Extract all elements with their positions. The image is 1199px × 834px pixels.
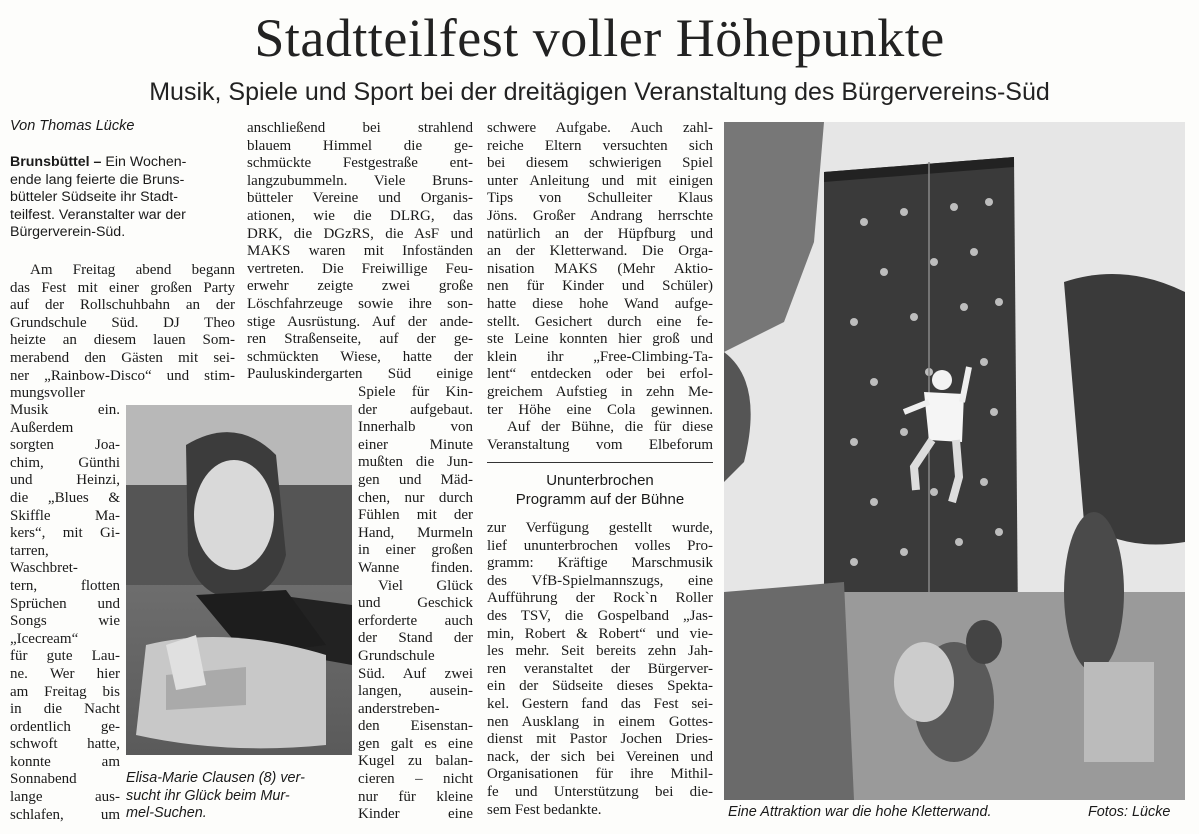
column-2-text bbox=[247, 120, 473, 384]
text-line: greichem Aufstieg in zehn Me- bbox=[487, 383, 713, 400]
text-line: Spiele für Kin- bbox=[358, 384, 473, 400]
text-line: nisation MAKS (Mehr Aktio- bbox=[487, 260, 713, 277]
text-line: die „Blues & bbox=[10, 489, 120, 506]
text-line: DRK, die DGzRS, die AsF und bbox=[247, 225, 473, 242]
text-line: Löschfahrzeuge sowie ihre son- bbox=[247, 295, 473, 312]
text-line: Wanne finden. bbox=[358, 559, 473, 576]
photo-girl-searching-marbles bbox=[126, 405, 352, 755]
lead-line: ende lang feierte die Bruns- bbox=[10, 171, 185, 188]
text-line: konnte am bbox=[10, 753, 120, 770]
text-line: mußten die Jun- bbox=[358, 454, 473, 471]
text-line: zur Verfügung gestellt wurde, bbox=[487, 520, 713, 536]
text-line: am Freitag bis bbox=[10, 683, 120, 700]
text-line: nack, der sich bei Vereinen und bbox=[487, 748, 713, 765]
text-line: Pauluskindergarten Süd einige bbox=[247, 366, 473, 383]
text-line: der aufgebaut. bbox=[358, 401, 473, 418]
text-line: ren Straßenseite, auf der ge- bbox=[247, 331, 473, 348]
text-line: cieren – nicht bbox=[358, 771, 473, 788]
lead-line: Brunsbüttel – Ein Wochen- bbox=[10, 154, 187, 170]
text-line: tarren, bbox=[10, 542, 49, 559]
photo-caption-climbing-wall: Eine Attraktion war die hohe Kletterwand. bbox=[728, 804, 992, 820]
text-line: Hand, Murmeln bbox=[358, 524, 473, 541]
text-line: an der Kletterwand. Die Orga- bbox=[487, 243, 713, 260]
text-line: Organisationen für ihre Mithil- bbox=[487, 766, 713, 783]
text-line: schwere Aufgabe. Auch zahl- bbox=[487, 120, 713, 136]
text-line: kers“, mit Gi- bbox=[10, 525, 120, 542]
photo-climbing-wall bbox=[724, 122, 1185, 800]
photo-caption-girl: Elisa-Marie Clausen (8) ver- sucht ihr Glück beim Mur- mel-Suchen. bbox=[126, 770, 305, 822]
text-line: gen und Mäd- bbox=[358, 471, 473, 488]
text-line: les mehr. Seit bereits zehn Jah- bbox=[487, 643, 713, 660]
text-line: fe und Unterstützung bei die- bbox=[487, 783, 713, 800]
text-line: Sonnabend bbox=[10, 771, 77, 788]
text-line: des VfB-Spielmannszugs, eine bbox=[487, 572, 713, 589]
text-line: der Stand der bbox=[358, 630, 473, 647]
text-line: nen für Kinder und Schüler) bbox=[487, 278, 713, 295]
column-1-lead bbox=[10, 154, 235, 242]
text-line: MAKS waren mit Infoständen bbox=[247, 243, 473, 260]
text-line: schmückten Wiese, hatte der bbox=[247, 348, 473, 365]
text-line: stige Ausrüstung. Auf der ande- bbox=[247, 313, 473, 330]
text-line: vertreten. Die Freiwillige Feu- bbox=[247, 260, 473, 277]
article-headline: Stadtteilfest voller Höhepunkte bbox=[254, 8, 945, 68]
text-line: den Eisenstan- bbox=[358, 718, 473, 735]
text-line: das Fest mit einer großen Party bbox=[10, 279, 235, 296]
text-line: in die Nacht bbox=[10, 701, 120, 718]
text-line: Außerdem bbox=[10, 419, 74, 436]
text-line: nen Ausklang in einem Gottes- bbox=[487, 713, 713, 730]
text-line: ne. Wer hier bbox=[10, 665, 120, 682]
text-line: mungsvoller bbox=[10, 385, 85, 402]
text-line: lief ununterbrochen volles Pro- bbox=[487, 537, 713, 554]
text-line: Sprüchen und bbox=[10, 595, 120, 612]
section-subhead: Ununterbrochen Programm auf der Bühne bbox=[487, 462, 713, 509]
text-line: lange aus- bbox=[10, 789, 120, 806]
text-line: Viel Glück bbox=[378, 577, 473, 594]
text-line: Skiffle Ma- bbox=[10, 507, 120, 524]
text-line: Kinder eine bbox=[358, 806, 473, 823]
lead-line: teilfest. Veranstalter war der bbox=[10, 206, 186, 223]
text-line: langzubummeln. Viele Bruns- bbox=[247, 172, 473, 189]
text-line: sorgten Joa- bbox=[10, 437, 120, 454]
text-line: klein ihr „Free-Climbing-Ta- bbox=[487, 348, 713, 365]
text-line: Jöns. Großer Andrang herrschte bbox=[487, 207, 713, 224]
text-line: heizte an diesem lauen Som- bbox=[10, 332, 235, 349]
text-line: in einer großen bbox=[358, 542, 473, 559]
text-line: Songs wie bbox=[10, 613, 120, 630]
text-line: Fühlen mit der bbox=[358, 507, 473, 524]
text-line: chim, Günthi bbox=[10, 454, 120, 471]
text-line: anschließend bei strahlend bbox=[247, 120, 473, 136]
text-line: ein der Südseite dieses Spekta- bbox=[487, 678, 713, 695]
column-3-text bbox=[487, 120, 713, 454]
text-line: „Icecream“ bbox=[10, 630, 79, 647]
article-subheadline: Musik, Spiele und Sport bei der dreitägigen Veranstaltung des Bürgervereins-Süd bbox=[149, 78, 1050, 106]
text-line: Süd. Auf zwei bbox=[358, 665, 473, 682]
text-line: kel. Gestern fand das Fest sei- bbox=[487, 695, 713, 712]
column-1-text-narrow bbox=[10, 402, 120, 824]
text-line: hatte diese hohe Wand aufge- bbox=[487, 295, 713, 312]
text-line: schmückte Festgestraße ent- bbox=[247, 155, 473, 172]
text-line: gramm: Kräftige Marschmusik bbox=[487, 555, 713, 572]
text-line: erwehr zeigte zwei große bbox=[247, 278, 473, 295]
text-line: anderstreben- bbox=[358, 700, 440, 717]
text-line: lent“ entdecken oder bei erfol- bbox=[487, 366, 713, 383]
text-line: Tips von Schulleiter Klaus bbox=[487, 190, 713, 207]
byline: Von Thomas Lücke bbox=[10, 118, 135, 134]
text-line: ner „Rainbow-Disco“ und stim- bbox=[10, 367, 235, 384]
column-3-text-bottom bbox=[487, 520, 713, 819]
text-line: bei diesem schwierigen Spiel bbox=[487, 155, 713, 172]
column-1-text bbox=[10, 262, 235, 403]
text-line: bütteler Vereine und Organis- bbox=[247, 190, 473, 207]
text-line: blauem Himmel die ge- bbox=[247, 137, 473, 154]
text-line: stellt. Gesichert durch eine fe- bbox=[487, 313, 713, 330]
text-line: gen galt es eine bbox=[358, 735, 473, 752]
lead-line: bütteler Südseite ihr Stadt- bbox=[10, 189, 178, 206]
text-line: und Heinzi, bbox=[10, 472, 120, 489]
text-line: merabend den Gästen mit sei- bbox=[10, 349, 235, 366]
text-line: Innerhalb von bbox=[358, 419, 473, 436]
text-line: einer Minute bbox=[358, 436, 473, 453]
text-line: auf der Rollschuhbahn an der bbox=[10, 297, 235, 314]
text-line: Am Freitag abend begann bbox=[30, 262, 235, 278]
text-line: schlafen, um bbox=[10, 806, 120, 823]
text-line: dienst mit Pastor Jochen Dries- bbox=[487, 731, 713, 748]
lead-line: Bürgerverein-Süd. bbox=[10, 224, 126, 241]
text-line: ordentlich ge- bbox=[10, 718, 120, 735]
text-line: Waschbret- bbox=[10, 560, 78, 577]
text-line: Kugel zu balan- bbox=[358, 753, 473, 770]
text-line: natürlich an der Hüpfburg und bbox=[487, 225, 713, 242]
text-line: unter Anleitung und mit einigen bbox=[487, 172, 713, 189]
text-line: nur für kleine bbox=[358, 788, 473, 805]
text-line: schwoft hatte, bbox=[10, 736, 120, 753]
text-line: ter Höhe eine Cola gewinnen. bbox=[487, 401, 713, 418]
text-line: für gute Lau- bbox=[10, 648, 120, 665]
text-line: Grundschule Süd. DJ Theo bbox=[10, 314, 235, 331]
text-line: Aufführung der Rock`n Roller bbox=[487, 590, 713, 607]
text-line: min, Robert & Robert“ und vie- bbox=[487, 625, 713, 642]
text-line: Auf der Bühne, die für diese bbox=[507, 419, 713, 436]
text-line: ren veranstaltet der Bürgerver- bbox=[487, 660, 713, 677]
text-line: des TSV, die Gospelband „Jas- bbox=[487, 607, 713, 624]
photo-credit: Fotos: Lücke bbox=[1088, 804, 1171, 820]
text-line: Musik ein. bbox=[10, 402, 120, 418]
text-line: und Geschick bbox=[358, 595, 473, 612]
text-line: erforderte auch bbox=[358, 612, 473, 629]
text-line: ste Leine konnten hier groß und bbox=[487, 331, 713, 348]
text-line: Grundschule bbox=[358, 647, 435, 664]
column-2-text-narrow bbox=[358, 384, 473, 824]
text-line: sem Fest bedankte. bbox=[487, 801, 602, 818]
text-line: reiche Eltern versuchten sich bbox=[487, 137, 713, 154]
text-line: Veranstaltung vom Elbeforum bbox=[487, 436, 713, 453]
text-line: ationen, wie die DLRG, das bbox=[247, 207, 473, 224]
text-line: tern, flotten bbox=[10, 577, 120, 594]
text-line: langen, ausein- bbox=[358, 683, 473, 700]
text-line: chen, nur durch bbox=[358, 489, 473, 506]
